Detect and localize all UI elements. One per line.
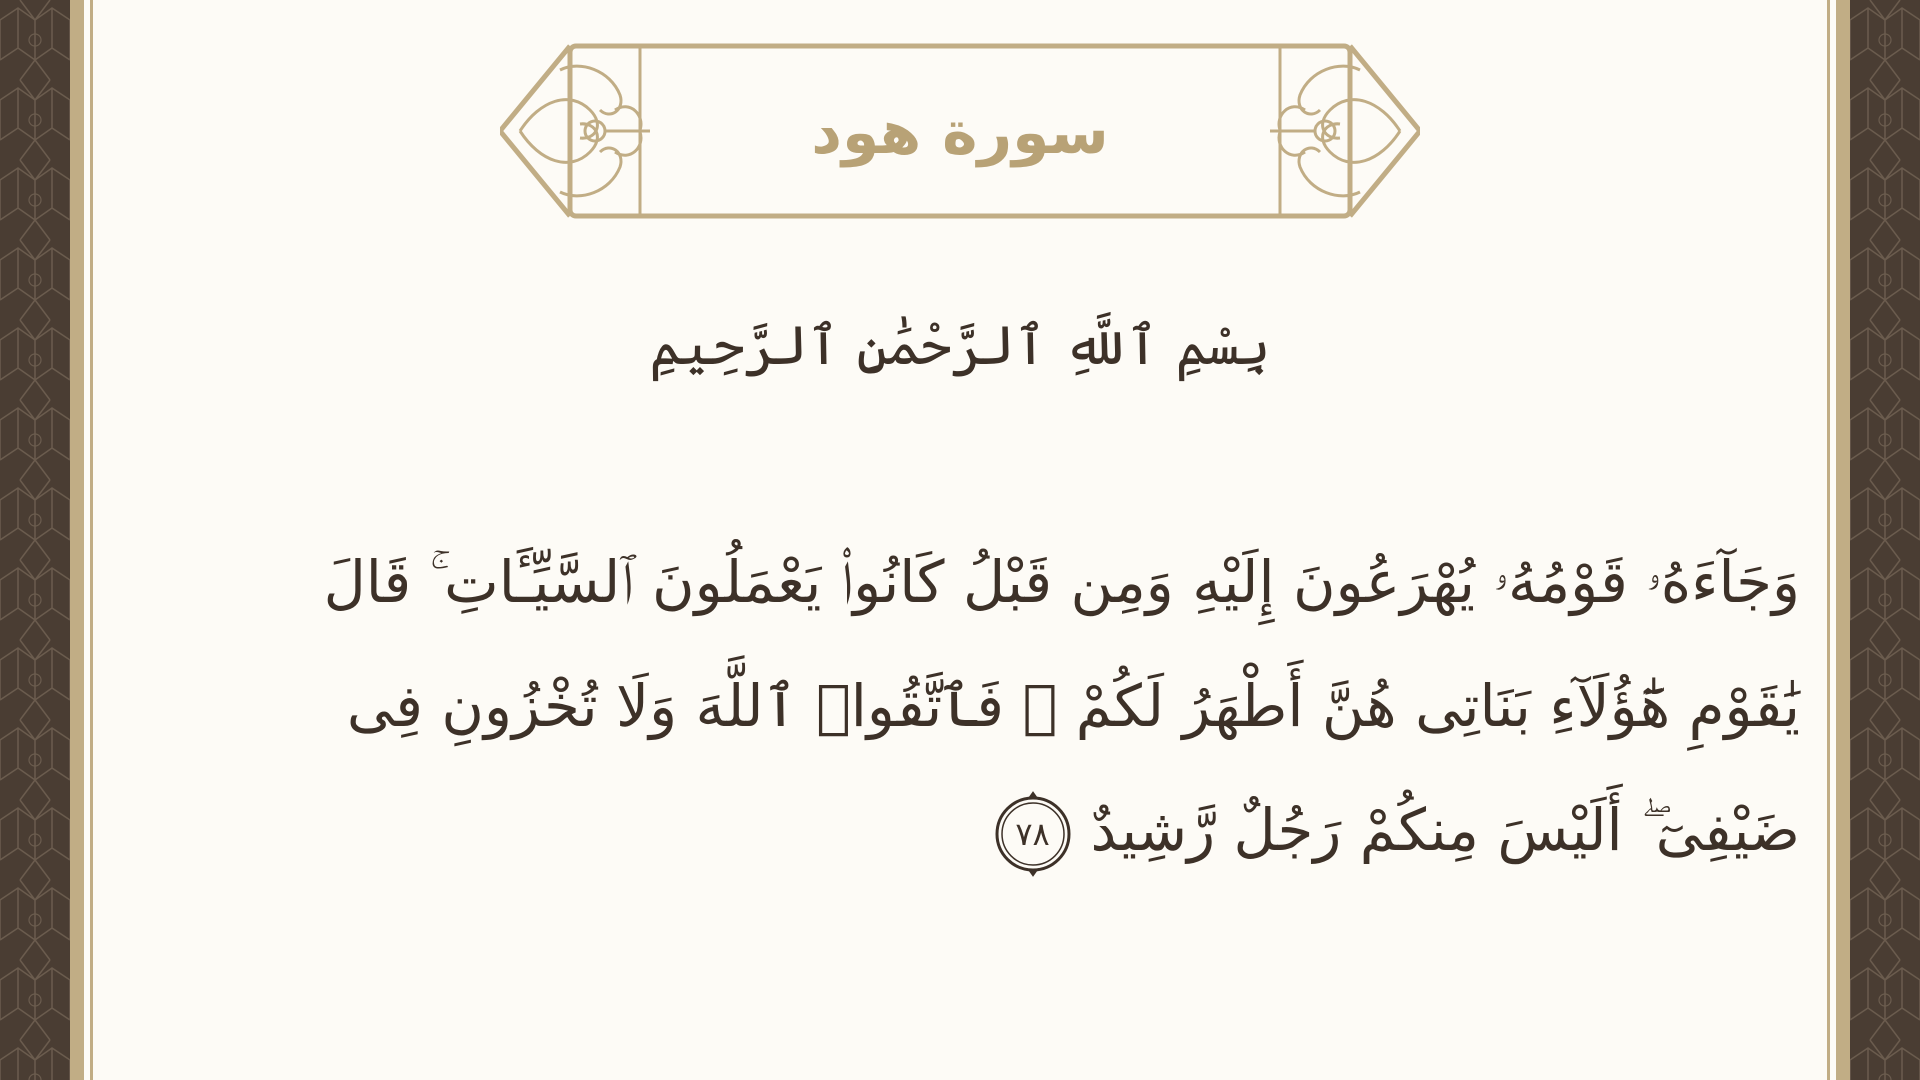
verse-line-2: يَٰقَوْمِ هَٰٓؤُلَآءِ بَنَاتِى هُنَّ أَطْهَرُ لَكُمْ ۖ فَٱتَّقُوا۟ ٱللَّهَ وَلَا تُخْزُونِ فِى <box>346 672 1800 740</box>
basmala: بِسْمِ ٱللَّهِ ٱلرَّحْمَٰنِ ٱلرَّحِيمِ <box>649 313 1271 377</box>
surah-title-cartouche <box>500 40 1420 230</box>
right-border-pattern <box>1850 0 1920 1080</box>
right-thin-rule <box>1827 0 1830 1080</box>
ayah-number: ٧٨ <box>1015 814 1050 853</box>
ayah-number-marker <box>987 788 1079 880</box>
left-thin-rule <box>90 0 93 1080</box>
verse-line-3 <box>240 768 1800 892</box>
left-gold-band <box>70 0 84 1080</box>
left-ornamental-border <box>0 0 70 1080</box>
verse-line-1: وَجَآءَهُۥ قَوْمُهُۥ يُهْرَعُونَ إِلَيْهِ وَمِن قَبْلُ كَانُوا۟ يَعْمَلُونَ ٱلسَّيِّـَٔاتِ ۚ قَالَ <box>323 548 1800 616</box>
right-gold-band <box>1836 0 1850 1080</box>
verse-line-3-text: ضَيْفِىٓ ۖ أَلَيْسَ مِنكُمْ رَجُلٌ رَّشِيدٌ <box>1090 796 1800 864</box>
right-ornamental-border <box>1850 0 1920 1080</box>
left-border-pattern <box>0 0 70 1080</box>
right-gap-band <box>1824 0 1836 1080</box>
surah-title: سورة هود <box>811 98 1109 168</box>
verse-text <box>240 520 1800 892</box>
